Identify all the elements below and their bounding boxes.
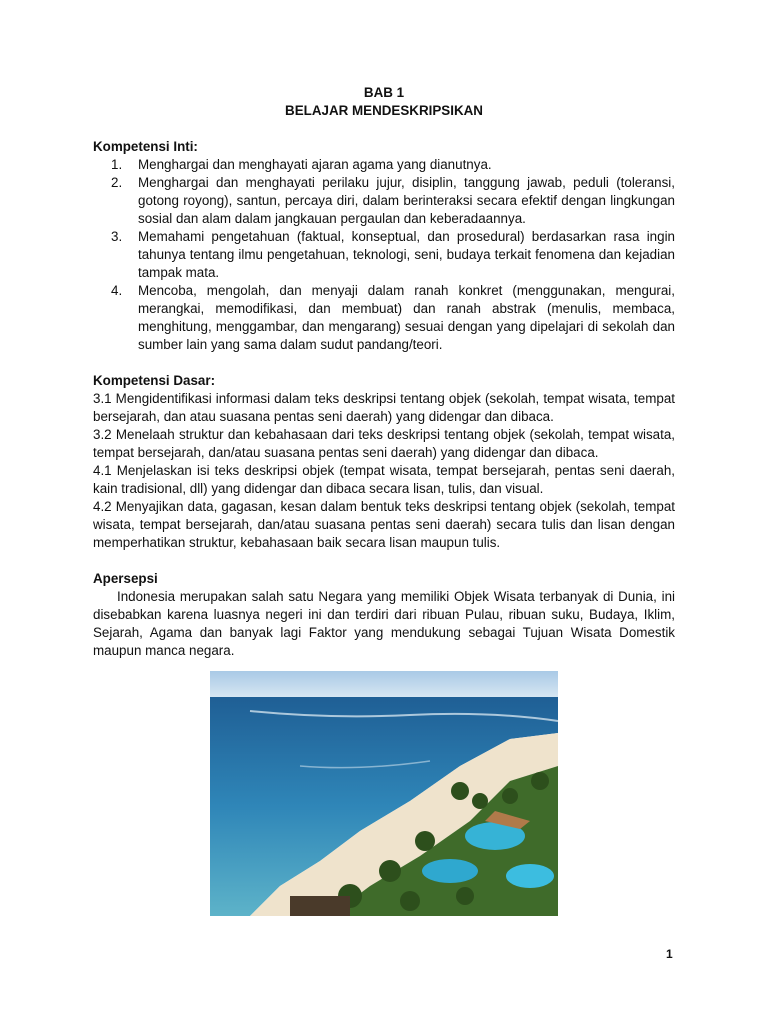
kd-item: 4.1 Menjelaskan isi teks deskripsi objek (tempat wisata, tempat bersejarah, pentas seni daerah, kain tradisional, dll) yang didengar dan dibaca secara lisan, tulis, dan visual. bbox=[93, 463, 675, 496]
page-number: 1 bbox=[666, 947, 673, 961]
list-number: 4. bbox=[111, 283, 123, 298]
list-text: Menghargai dan menghayati perilaku jujur, disiplin, tanggung jawab, peduli (toleransi, gotong royong), santun, percaya diri, dalam berinteraksi secara efektif dengan lingkungan sosial dan alam dalam jangkauan pergaulan dan keberadaannya. bbox=[138, 175, 675, 226]
list-text: Menghargai dan menghayati ajaran agama yang dianutnya. bbox=[138, 157, 492, 172]
chapter-title: BELAJAR MENDESKRIPSIKAN bbox=[285, 103, 483, 118]
kd-heading: Kompetensi Dasar: bbox=[93, 373, 216, 388]
chapter-number: BAB 1 bbox=[363, 85, 405, 100]
ki-heading: Kompetensi Inti: bbox=[93, 139, 198, 154]
kd-item: 3.2 Menelaah struktur dan kebahasaan dari teks deskripsi tentang objek (sekolah, tempat wisata, tempat bersejarah, dan/atau suasana pentas seni daerah) yang didengar dan dibaca. bbox=[93, 427, 675, 460]
beach-resort-photo bbox=[210, 671, 558, 916]
list-item bbox=[93, 156, 675, 174]
apersepsi-paragraph: Indonesia merupakan salah satu Negara yang memiliki Objek Wisata terbanyak di Dunia, ini disebabkan karena luasnya negeri ini dan terdiri dari ribuan Pulau, ribuan suku, Budaya, Iklim, Sejarah, Agama dan banyak lagi Faktor yang mendukung sebagai Tujuan Wisata Domestik maupun manca negara. bbox=[93, 589, 675, 658]
kd-item: 4.2 Menyajikan data, gagasan, kesan dalam bentuk teks deskripsi tentang objek (sekolah, tempat wisata, tempat bersejarah, dan/atau suasana pentas seni daerah) secara tulis dan lisan dengan memperhatikan struktur, kebahasaan baik secara lisan maupun tulis. bbox=[93, 499, 675, 550]
list-item bbox=[93, 228, 675, 282]
apersepsi-heading: Apersepsi bbox=[93, 571, 158, 586]
list-text: Memahami pengetahuan (faktual, konseptual, dan prosedural) berdasarkan rasa ingin tahunya tentang ilmu pengetahuan, teknologi, seni, budaya terkait fenomena dan kejadian tampak mata. bbox=[138, 229, 675, 280]
kd-item: 3.1 Mengidentifikasi informasi dalam teks deskripsi tentang objek (sekolah, tempat wisata, tempat bersejarah, dan atau suasana pentas seni daerah) yang didengar dan dibaca. bbox=[93, 391, 675, 424]
list-text: Mencoba, mengolah, dan menyaji dalam ranah konkret (menggunakan, mengurai, merangkai, memodifikasi, dan membuat) dan ranah abstrak (menulis, membaca, menghitung, menggambar, dan mengarang) sesuai dengan yang dipelajari di sekolah dan sumber lain yang sama dalam sudut pandang/teori. bbox=[138, 283, 675, 352]
ki-list bbox=[93, 156, 675, 354]
page-content bbox=[93, 84, 675, 660]
list-item bbox=[93, 282, 675, 354]
list-number: 2. bbox=[111, 175, 123, 190]
list-item bbox=[93, 174, 675, 228]
list-number: 3. bbox=[111, 229, 123, 244]
list-number: 1. bbox=[111, 157, 123, 172]
